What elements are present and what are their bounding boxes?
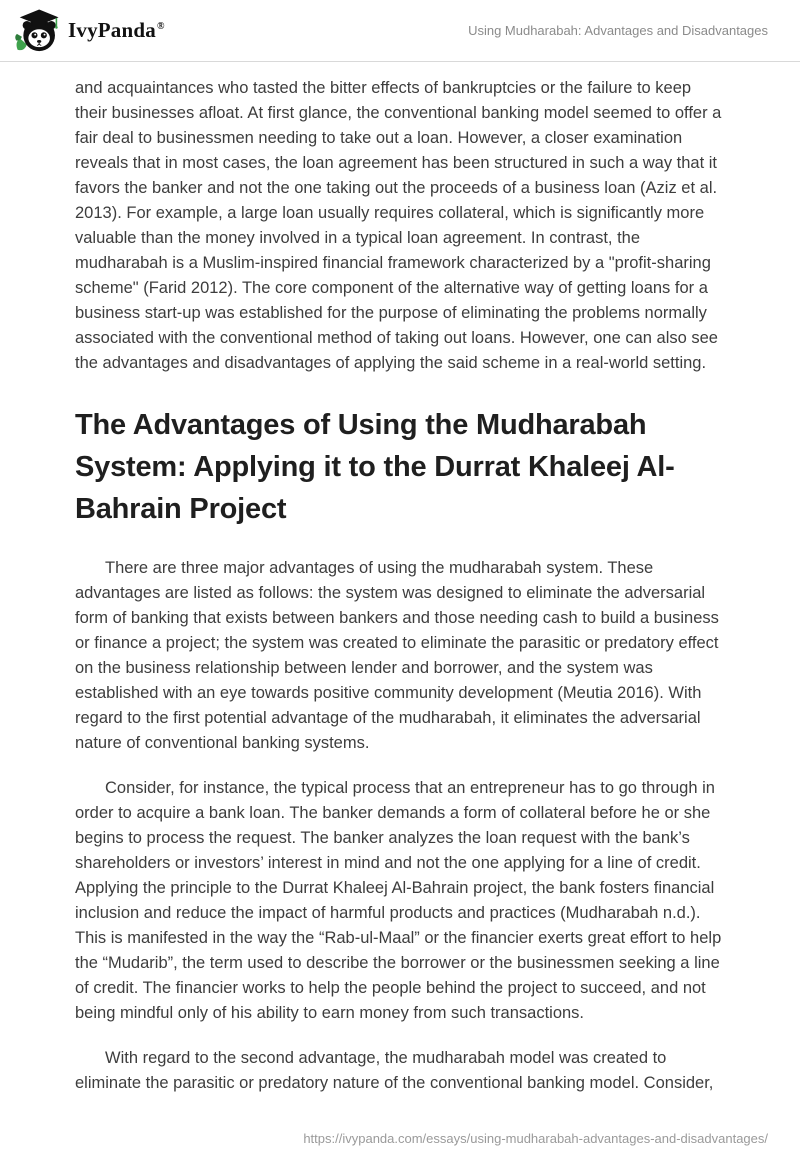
- source-url-link[interactable]: https://ivypanda.com/essays/using-mudharabah-advantages-and-disadvantages/: [303, 1131, 768, 1146]
- paragraph-intro: and acquaintances who tasted the bitter effects of bankruptcies or the failure to keep their businesses afloat. At first glance, the conventional banking model seemed to offer a fair deal to businessmen needing to take out a loan. However, a closer examination reveals that in most cases, the loan agreement has been structured in such a way that it favors the banker and not the one taking out the proceeds of a business loan (Aziz et al. 2013). For example, a large loan usually requires collateral, which is significantly more valuable than the money involved in a typical loan agreement. In contrast, the mudharabah is a Muslim-inspired financial framework characterized by a "profit-sharing scheme" (Farid 2012). The core component of the alternative way of getting loans for a business start-up was established for the purpose of eliminating the problems normally associated with the conventional method of taking out loans. However, one can also see the advantages and disadvantages of applying the said scheme in a real-world setting.: [75, 79, 722, 372]
- document-body: [0, 62, 800, 1096]
- ivypanda-brand: [14, 8, 165, 54]
- page-footer: [303, 1131, 768, 1146]
- brand-name: IvyPanda®: [68, 18, 165, 42]
- ivypanda-logo-icon: [14, 8, 60, 54]
- paragraph-1: There are three major advantages of using the mudharabah system. These advantages are listed as follows: the system was designed to eliminate the adversarial form of banking that exists between bankers and those needing cash to build a business or finance a project; the system was created to eliminate the parasitic or predatory effect on the business relationship between lender and borrower, and the system was established with an eye towards positive community development (Meutia 2016). With regard to the first potential advantage of the mudharabah, it eliminates the adversarial nature of conventional banking systems.: [75, 559, 719, 752]
- paragraph-3: With regard to the second advantage, the mudharabah model was created to eliminate the parasitic or predatory nature of the conventional banking model. Consider,: [75, 1049, 714, 1092]
- header-document-title: Using Mudharabah: Advantages and Disadvantages: [468, 23, 768, 38]
- page-header: [0, 0, 800, 62]
- registered-mark: ®: [156, 21, 165, 32]
- section-heading: The Advantages of Using the Mudharabah System: Applying it to the Durrat Khaleej Al-Bahrain Project: [75, 409, 675, 525]
- paragraph-2: Consider, for instance, the typical process that an entrepreneur has to go through in order to acquire a bank loan. The banker demands a form of collateral before he or she begins to process the request. The banker analyzes the loan request with the bank’s shareholders or investors’ interest in mind and not the one applying for a line of credit. Applying the principle to the Durrat Khaleej Al-Bahrain project, the bank fosters financial inclusion and reduce the impact of harmful products and practices (Mudharabah n.d.). This is manifested in the way the “Rab-ul-Maal” or the financier exerts great effort to help the “Mudarib”, the term used to describe the borrower or the businessmen seeking a line of credit. The financier works to help the people behind the project to succeed, and not being mindful only of his ability to earn money from such transactions.: [75, 779, 722, 1022]
